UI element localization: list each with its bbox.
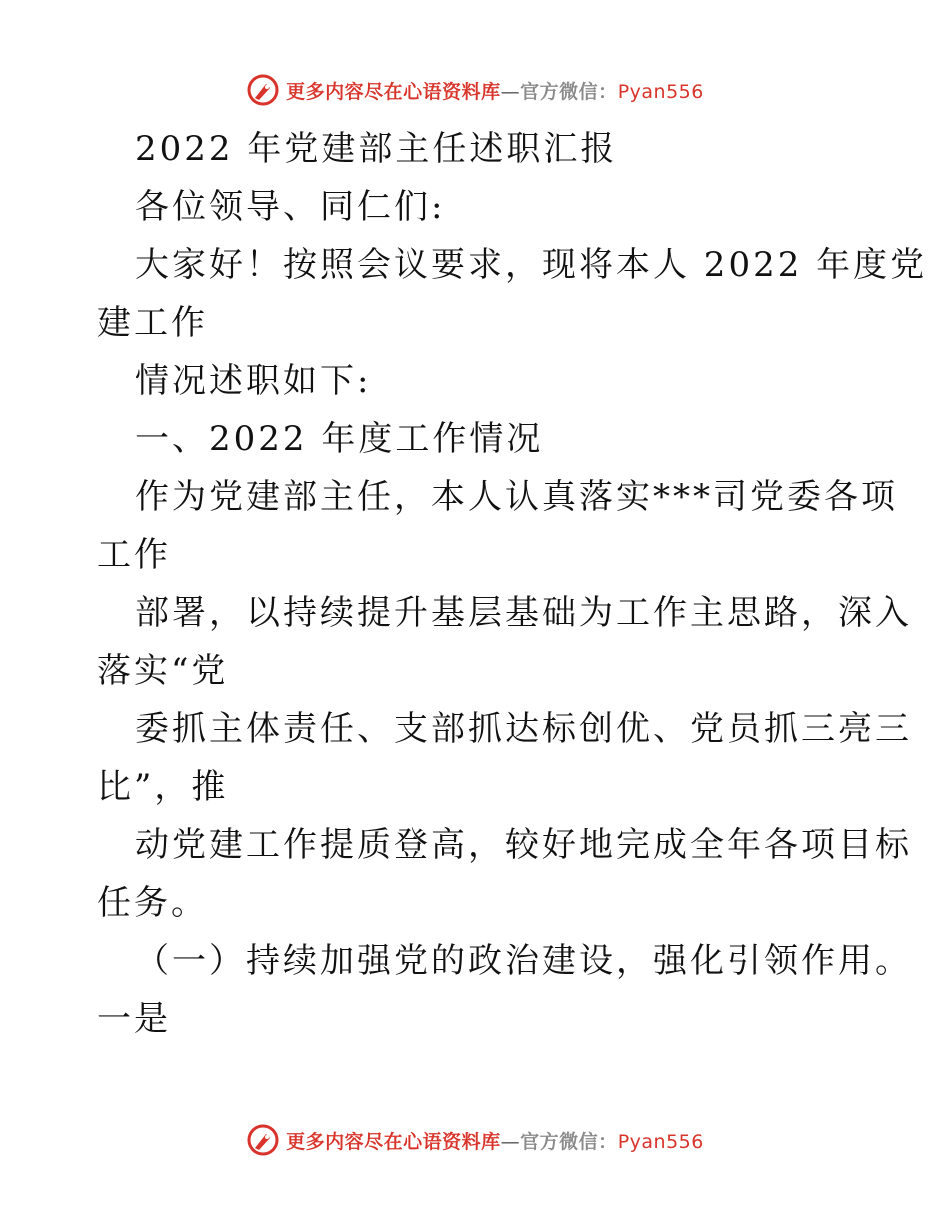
doc-line: 一是 [97, 999, 171, 1039]
doc-line: 任务。 [97, 883, 208, 923]
doc-line: 建工作 [97, 303, 208, 343]
banner-wechat-label: 官方微信： [520, 80, 618, 103]
banner-text [286, 1127, 704, 1154]
banner-dash: — [500, 1130, 521, 1153]
doc-line: 动党建工作提质登高，较好地完成全年各项目标 [135, 825, 912, 865]
doc-title: 2022 年党建部主任述职汇报 [135, 129, 618, 169]
doc-line: 情况述职如下: [135, 361, 372, 401]
header-banner [0, 68, 950, 112]
doc-line: 大家好！按照会议要求，现将本人 2022 年度党 [135, 245, 928, 285]
doc-line: 部署，以持续提升基层基础为工作主思路，深入 [135, 593, 912, 633]
doc-line: 落实“党 [97, 651, 229, 691]
banner-wechat-id: Pyan556 [617, 80, 704, 103]
banner-site-name: 更多内容尽在心语资料库 [286, 1130, 501, 1153]
doc-subsection-heading: （一）持续加强党的政治建设，强化引领作用。 [135, 941, 912, 981]
pen-nib-circle-icon [246, 73, 280, 107]
banner-text [286, 77, 704, 104]
doc-line: 比”，推 [97, 767, 229, 807]
banner-site-name: 更多内容尽在心语资料库 [286, 80, 501, 103]
pen-nib-circle-icon [246, 1123, 280, 1157]
banner-wechat-label: 官方微信： [520, 1130, 618, 1153]
doc-line: 作为党建部主任，本人认真落实***司党委各项 [135, 477, 898, 517]
banner-dash: — [500, 80, 521, 103]
doc-line: 工作 [97, 535, 171, 575]
doc-section-heading: 一、2022 年度工作情况 [135, 419, 544, 459]
banner-wechat-id: Pyan556 [617, 1130, 704, 1153]
doc-salutation: 各位领导、同仁们: [135, 187, 446, 227]
document-body [97, 120, 928, 1048]
doc-line: 委抓主体责任、支部抓达标创优、党员抓三亮三 [135, 709, 912, 749]
footer-banner [0, 1118, 950, 1162]
